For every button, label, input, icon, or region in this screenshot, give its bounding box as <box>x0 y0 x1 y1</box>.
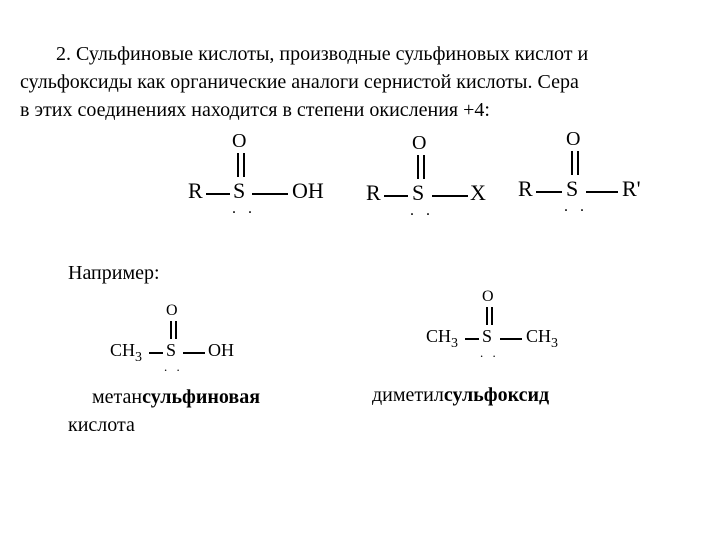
lone-pair: . . <box>232 200 256 217</box>
bond-right <box>586 191 618 193</box>
sulfur-atom: S <box>566 176 579 201</box>
oxygen-atom: O <box>566 128 581 150</box>
oxygen-atom: O <box>412 132 427 154</box>
lone-pair: . . <box>410 202 434 219</box>
methyl-group-left: $CH_3$ <box>426 326 459 351</box>
double-bond-left <box>571 151 573 175</box>
double-bond-right <box>423 155 425 179</box>
lone-pair: . . <box>164 359 183 374</box>
oh-group: OH <box>208 340 234 360</box>
intro-line-3: в этих соединениях находится в степени окисления +4: <box>20 99 490 121</box>
double-bond-left <box>417 155 419 179</box>
methyl-group: $CH_3$ <box>110 340 143 365</box>
example-name-line2: кислота <box>68 414 135 436</box>
bond-left <box>465 338 479 340</box>
intro-paragraph <box>20 40 710 124</box>
bond-right <box>432 195 468 197</box>
r-group: R <box>188 178 203 203</box>
intro-line-2: сульфоксиды как органические аналоги сернистой кислоты. Сера <box>20 71 579 93</box>
lone-pair: . . <box>564 198 588 215</box>
bond-right <box>252 193 288 195</box>
double-bond-right <box>577 151 579 175</box>
sulfur-atom: S <box>166 340 177 360</box>
r-prime-group: R' <box>622 176 641 201</box>
intro-line-1: 2. Сульфиновые кислоты, производные сульфиновых кислот и <box>56 43 589 65</box>
double-bond-right <box>491 307 493 325</box>
r-group: R <box>518 176 533 201</box>
sulfur-atom: S <box>233 178 246 203</box>
bond-left <box>206 193 230 195</box>
bond-right <box>500 338 522 340</box>
double-bond-right <box>175 321 177 339</box>
double-bond-left <box>486 307 488 325</box>
example-label: Например: <box>68 262 160 284</box>
lone-pair: . . <box>480 345 499 360</box>
sulfur-atom: S <box>482 326 493 346</box>
double-bond-left <box>170 321 172 339</box>
oxygen-atom: O <box>232 130 247 152</box>
example-name-dimethyl-sulfoxide: диметилсульфоксид <box>372 384 550 406</box>
double-bond-left <box>237 153 239 177</box>
oh-group: OH <box>292 178 324 203</box>
sulfur-atom: S <box>412 180 425 205</box>
r-group: R <box>366 180 381 205</box>
methyl-group-right: $CH_3$ <box>526 326 559 351</box>
bond-left <box>149 352 163 354</box>
bond-left <box>384 195 408 197</box>
oxygen-atom: O <box>166 302 178 319</box>
bond-left <box>536 191 562 193</box>
double-bond-right <box>243 153 245 177</box>
bond-right <box>183 352 205 354</box>
example-name-methanesulfinic-acid: метансульфиновая <box>92 386 261 408</box>
oxygen-atom: O <box>482 288 494 305</box>
x-group: X <box>470 180 486 205</box>
